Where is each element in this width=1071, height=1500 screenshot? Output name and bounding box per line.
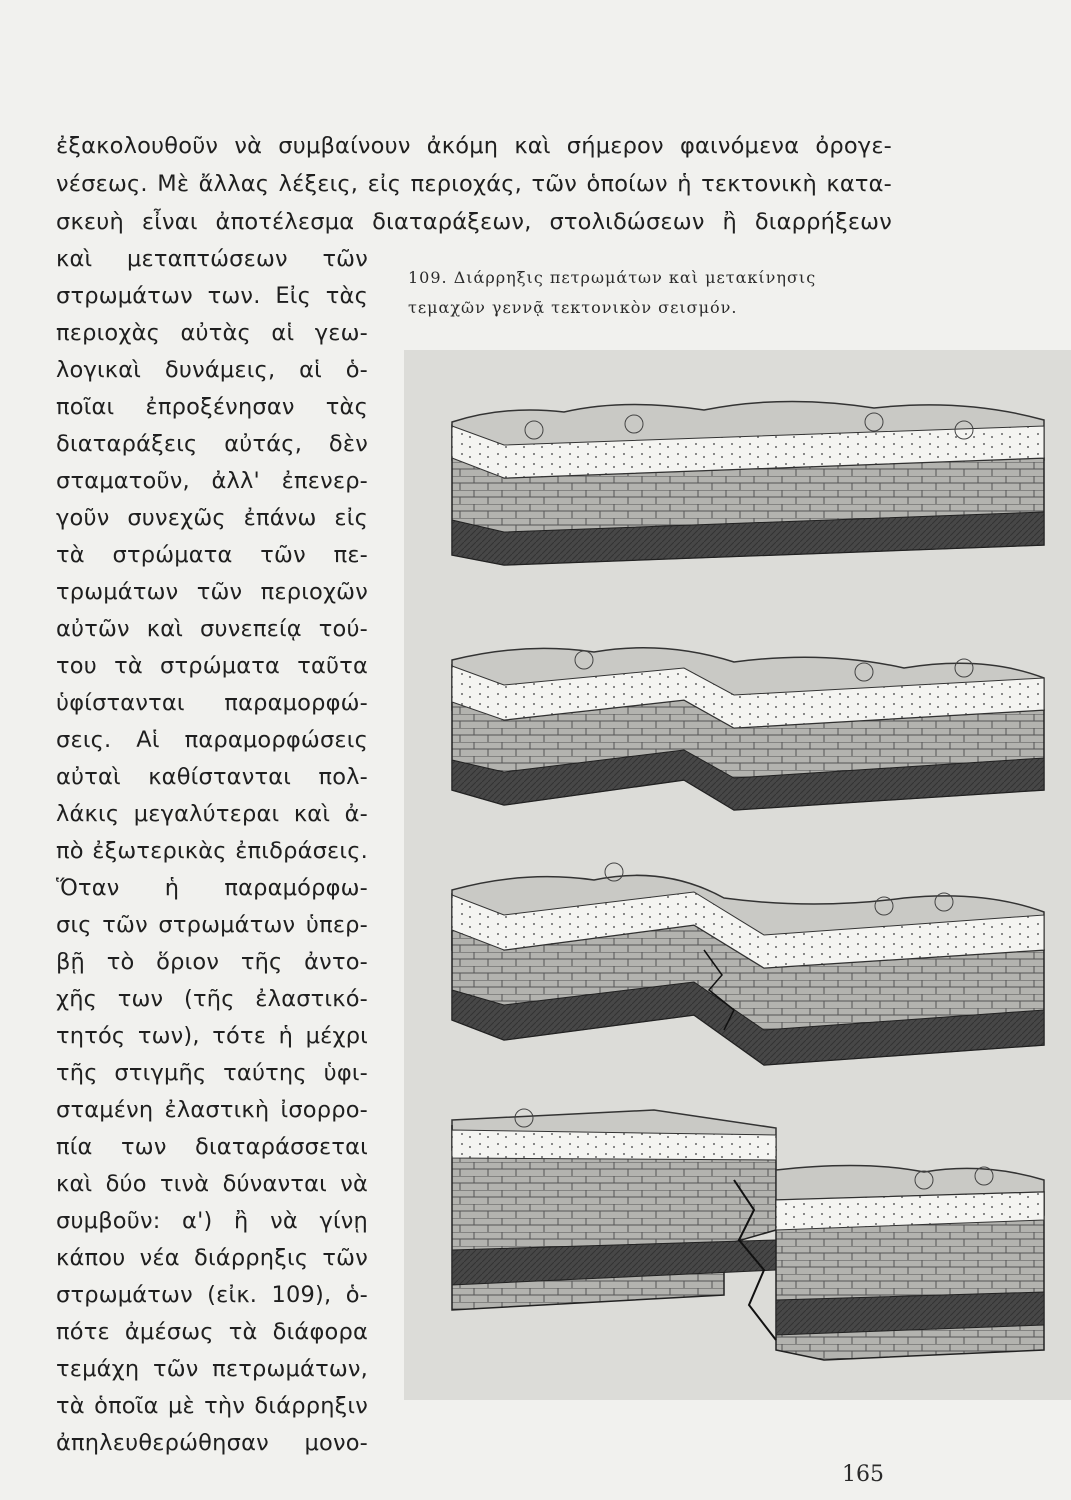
text-line: τρωμάτων τῶν περιοχῶν [56,579,368,605]
page-number: 165 [842,1462,884,1487]
text-line: στρωμάτων των. Εἰς τὰς [56,283,368,309]
text-line: του τὰ στρώματα ταῦτα [56,653,368,679]
text-line: τῆς στιγμῆς ταύτης ὑφι- [56,1060,368,1086]
text-line: πία των διαταράσσεται [56,1134,368,1160]
text-line: στρωμάτων (εἰκ. 109), ὁ- [56,1282,368,1308]
text-line: ἀπηλευθερώθησαν μονο- [56,1430,368,1456]
text-line: καὶ μεταπτώσεων τῶν [56,246,368,272]
text-line: αὐτῶν καὶ συνεπείᾳ τού- [56,616,368,642]
text-line: βῇ τὸ ὅριον τῆς ἀντο- [56,949,368,975]
text-line: νέσεως. Μὲ ἄλλας λέξεις, εἰς περιοχάς, τῶν ὁποίων ἡ τεκτονικὴ κατα- [56,171,892,197]
text-line: τὰ ὁποῖα μὲ τὴν διάρρηξιν [56,1393,368,1419]
text-line: γοῦν συνεχῶς ἐπάνω εἰς [56,505,368,531]
text-line: πότε ἀμέσως τὰ διάφορα [56,1319,368,1345]
figure-caption-line: 109. Διάρρηξις πετρωμάτων καὶ μετακίνησις [408,268,817,287]
text-line: πὸ ἐξωτερικὰς ἐπιδράσεις. [56,838,368,864]
text-line: ποῖαι ἐπροξένησαν τὰς [56,394,368,420]
figure-caption-line: τεμαχῶν γεννᾷ τεκτονικὸν σεισμόν. [408,298,738,317]
text-line: τητός των), τότε ἡ μέχρι [56,1023,368,1049]
text-line: σκευὴ εἶναι ἀποτέλεσμα διαταράξεων, στολιδώσεων ἢ διαρρήξεων [56,209,892,235]
text-line: σεις. Αἱ παραμορφώσεις [56,727,368,753]
text-line: τὰ στρώματα τῶν πε- [56,542,368,568]
strata-panel-stage-2 [452,648,1044,810]
text-line: συμβοῦν: α') ἢ νὰ γίνῃ [56,1208,368,1234]
text-line: τεμάχη τῶν πετρωμάτων, [56,1356,368,1382]
text-line: χῆς των (τῆς ἐλαστικό- [56,986,368,1012]
text-line: διαταράξεις αὐτάς, δὲν [56,431,368,457]
text-line: λογικαὶ δυνάμεις, αἱ ὁ- [56,357,368,383]
text-line: ἐξακολουθοῦν νὰ συμβαίνουν ἀκόμη καὶ σήμερον φαινόμενα ὀρογε- [56,133,892,159]
text-line: κάπου νέα διάρρηξις τῶν [56,1245,368,1271]
text-line: σταματοῦν, ἀλλ' ἐπενερ- [56,468,368,494]
geology-figure-109 [404,350,1071,1400]
text-line: σταμένη ἐλαστικὴ ἰσορρο- [56,1097,368,1123]
text-line: σις τῶν στρωμάτων ὑπερ- [56,912,368,938]
text-line: Ὅταν ἡ παραμόρφω- [56,875,368,901]
text-line: καὶ δύο τινὰ δύνανται νὰ [56,1171,368,1197]
strata-illustration [404,350,1071,1400]
text-line: αὐταὶ καθίστανται πολ- [56,764,368,790]
text-line: ὑφίστανται παραμορφώ- [56,690,368,716]
strata-panel-stage-1 [452,401,1044,565]
text-line: περιοχὰς αὐτὰς αἱ γεω- [56,320,368,346]
strata-panel-stage-3 [452,863,1044,1065]
text-line: λάκις μεγαλύτεραι καὶ ἀ- [56,801,368,827]
strata-panel-stage-4 [452,1109,1044,1360]
